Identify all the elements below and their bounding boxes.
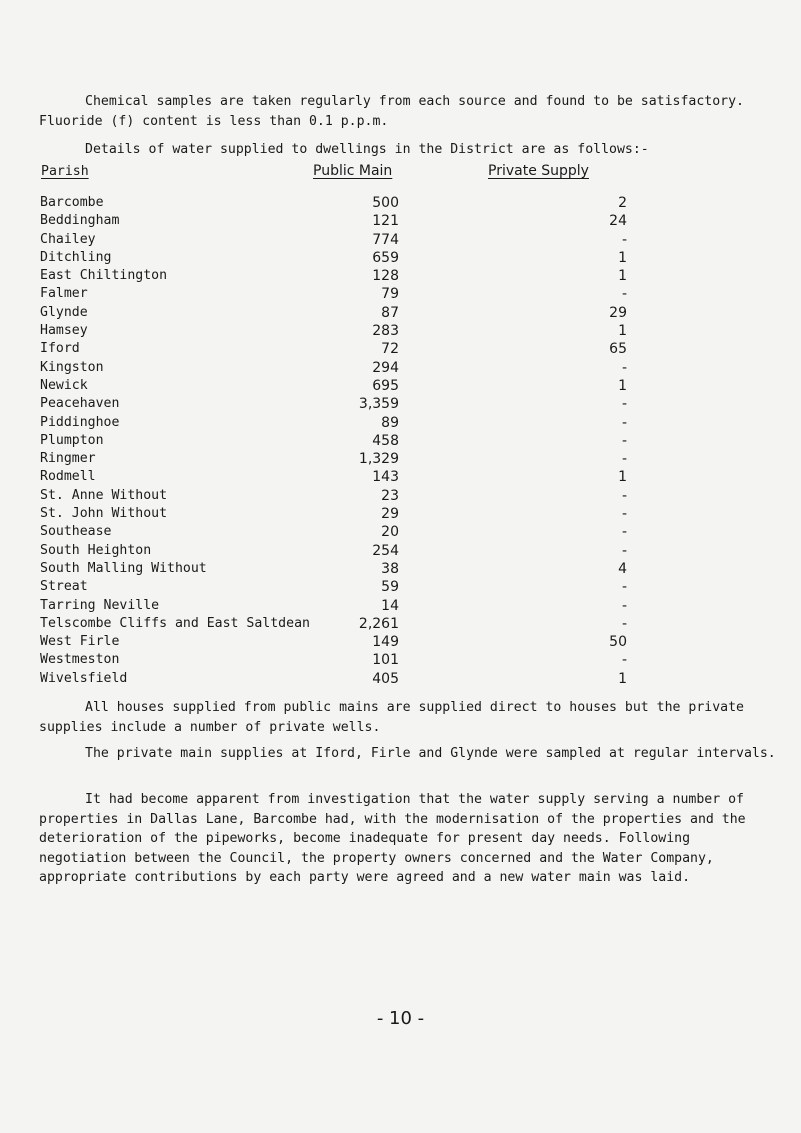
table-row xyxy=(0,652,801,670)
parish-cell: Ringmer xyxy=(40,451,96,467)
public-main-cell: 72 xyxy=(381,341,399,358)
public-main-cell: 294 xyxy=(372,359,399,376)
private-supply-cell: 2 xyxy=(618,195,627,211)
intro-line-fluoride: Fluoride (f) content is less than 0.1 p.p.m. xyxy=(39,114,389,129)
private-supply-cell: - xyxy=(621,506,627,523)
private-supply-cell: - xyxy=(621,597,627,614)
table-row xyxy=(0,323,801,341)
parish-cell: Wivelsfield xyxy=(40,670,128,686)
table-row xyxy=(0,250,801,268)
table-row xyxy=(0,232,801,250)
table-row xyxy=(0,598,801,616)
water-supply-table xyxy=(0,195,801,689)
public-main-cell: 695 xyxy=(372,377,399,394)
public-main-cell: 500 xyxy=(372,195,399,211)
public-main-cell: 128 xyxy=(372,268,399,285)
parish-cell: Piddinghoe xyxy=(40,414,120,430)
public-main-cell: 23 xyxy=(381,487,399,504)
public-main-cell: 89 xyxy=(381,414,399,431)
private-supply-cell: 65 xyxy=(609,341,627,358)
parish-cell: Hamsey xyxy=(40,323,88,339)
private-supply-cell: - xyxy=(621,286,627,303)
public-main-cell: 1,329 xyxy=(358,451,399,468)
private-supply-cell: 4 xyxy=(618,560,627,577)
public-main-cell: 149 xyxy=(372,634,399,651)
header-public-main: Public Main xyxy=(313,163,393,179)
private-supply-cell: 1 xyxy=(618,268,627,285)
table-row xyxy=(0,506,801,524)
table-row xyxy=(0,543,801,561)
paragraph-private-main-sampling: The private main supplies at Iford, Firle and Glynde were sampled at regular intervals. xyxy=(85,746,776,761)
private-supply-cell: - xyxy=(621,579,627,596)
parish-cell: Southease xyxy=(40,524,112,540)
public-main-cell: 20 xyxy=(381,524,399,541)
private-supply-cell: 1 xyxy=(618,670,627,687)
parish-cell: West Firle xyxy=(40,634,120,650)
table-row xyxy=(0,360,801,378)
table-row xyxy=(0,671,801,689)
parish-cell: Chailey xyxy=(40,231,96,247)
private-supply-cell: - xyxy=(621,414,627,431)
parish-cell: Glynde xyxy=(40,304,88,320)
intro-line-details: Details of water supplied to dwellings in the District are as follows:- xyxy=(85,142,649,157)
table-row xyxy=(0,268,801,286)
intro-line-chemical: Chemical samples are taken regularly from each source and found to be satisfactory. xyxy=(85,94,744,109)
parish-cell: Falmer xyxy=(40,286,88,302)
public-main-cell: 2,261 xyxy=(358,615,399,632)
table-row xyxy=(0,396,801,414)
table-row xyxy=(0,433,801,451)
page-number: - 10 - xyxy=(376,1008,425,1029)
parish-cell: Beddingham xyxy=(40,213,120,229)
parish-cell: Streat xyxy=(40,579,88,595)
table-row xyxy=(0,488,801,506)
private-supply-cell: 1 xyxy=(618,249,627,266)
private-supply-cell: - xyxy=(621,487,627,504)
table-row xyxy=(0,524,801,542)
parish-cell: Tarring Neville xyxy=(40,597,160,613)
public-main-cell: 254 xyxy=(372,542,399,559)
parish-cell: East Chiltington xyxy=(40,268,168,284)
table-row xyxy=(0,195,801,213)
table-row xyxy=(0,305,801,323)
table-row xyxy=(0,561,801,579)
private-supply-cell: - xyxy=(621,396,627,413)
public-main-cell: 283 xyxy=(372,323,399,340)
table-row xyxy=(0,415,801,433)
private-supply-cell: - xyxy=(621,231,627,248)
private-supply-cell: - xyxy=(621,542,627,559)
parish-cell: South Malling Without xyxy=(40,560,207,576)
public-main-cell: 14 xyxy=(381,597,399,614)
private-supply-cell: 29 xyxy=(609,304,627,321)
private-supply-cell: 50 xyxy=(609,634,627,651)
public-main-cell: 458 xyxy=(372,432,399,449)
parish-cell: Ditchling xyxy=(40,249,112,265)
public-main-cell: 143 xyxy=(372,469,399,486)
private-supply-cell: 1 xyxy=(618,469,627,486)
private-supply-cell: 1 xyxy=(618,323,627,340)
public-main-cell: 405 xyxy=(372,670,399,687)
public-main-cell: 101 xyxy=(372,652,399,669)
public-main-cell: 121 xyxy=(372,213,399,230)
parish-cell: St. John Without xyxy=(40,506,168,522)
public-main-cell: 659 xyxy=(372,249,399,266)
parish-cell: Newick xyxy=(40,377,88,393)
parish-cell: Plumpton xyxy=(40,432,104,448)
table-row xyxy=(0,378,801,396)
private-supply-cell: - xyxy=(621,432,627,449)
table-row xyxy=(0,286,801,304)
parish-cell: Iford xyxy=(40,341,80,357)
public-main-cell: 79 xyxy=(381,286,399,303)
table-row xyxy=(0,451,801,469)
table-row xyxy=(0,469,801,487)
header-private-supply: Private Supply xyxy=(488,163,589,179)
parish-cell: Kingston xyxy=(40,359,104,375)
parish-cell: Peacehaven xyxy=(40,396,120,412)
table-row xyxy=(0,579,801,597)
public-main-cell: 59 xyxy=(381,579,399,596)
private-supply-cell: - xyxy=(621,615,627,632)
parish-cell: Rodmell xyxy=(40,469,96,485)
paragraph-dallas-lane: It had become apparent from investigation that the water supply serving a number of properties in Dallas Lane, Barcombe had, with the modernisation of the properties and the deterioration of the pipeworks, become inadequate for present day needs. Following negotiation between the Council, the property owners concerned and the Water Company, appropriate contributions by each party were agreed and a new water main was laid. xyxy=(39,792,754,885)
parish-cell: Barcombe xyxy=(40,195,104,210)
paragraph-public-mains: All houses supplied from public mains are supplied direct to houses but the private supplies include a number of private wells. xyxy=(39,700,752,735)
public-main-cell: 3,359 xyxy=(358,396,399,413)
table-row xyxy=(0,213,801,231)
table-row xyxy=(0,341,801,359)
private-supply-cell: - xyxy=(621,451,627,468)
private-supply-cell: 1 xyxy=(618,377,627,394)
parish-cell: St. Anne Without xyxy=(40,487,168,503)
header-parish: Parish xyxy=(41,164,89,179)
private-supply-cell: - xyxy=(621,359,627,376)
parish-cell: Westmeston xyxy=(40,652,120,668)
parish-cell: South Heighton xyxy=(40,542,152,558)
public-main-cell: 87 xyxy=(381,304,399,321)
table-row xyxy=(0,616,801,634)
public-main-cell: 774 xyxy=(372,231,399,248)
parish-cell: Telscombe Cliffs and East Saltdean xyxy=(40,615,310,631)
private-supply-cell: 24 xyxy=(609,213,627,230)
private-supply-cell: - xyxy=(621,652,627,669)
table-row xyxy=(0,634,801,652)
private-supply-cell: - xyxy=(621,524,627,541)
public-main-cell: 38 xyxy=(381,560,399,577)
public-main-cell: 29 xyxy=(381,506,399,523)
